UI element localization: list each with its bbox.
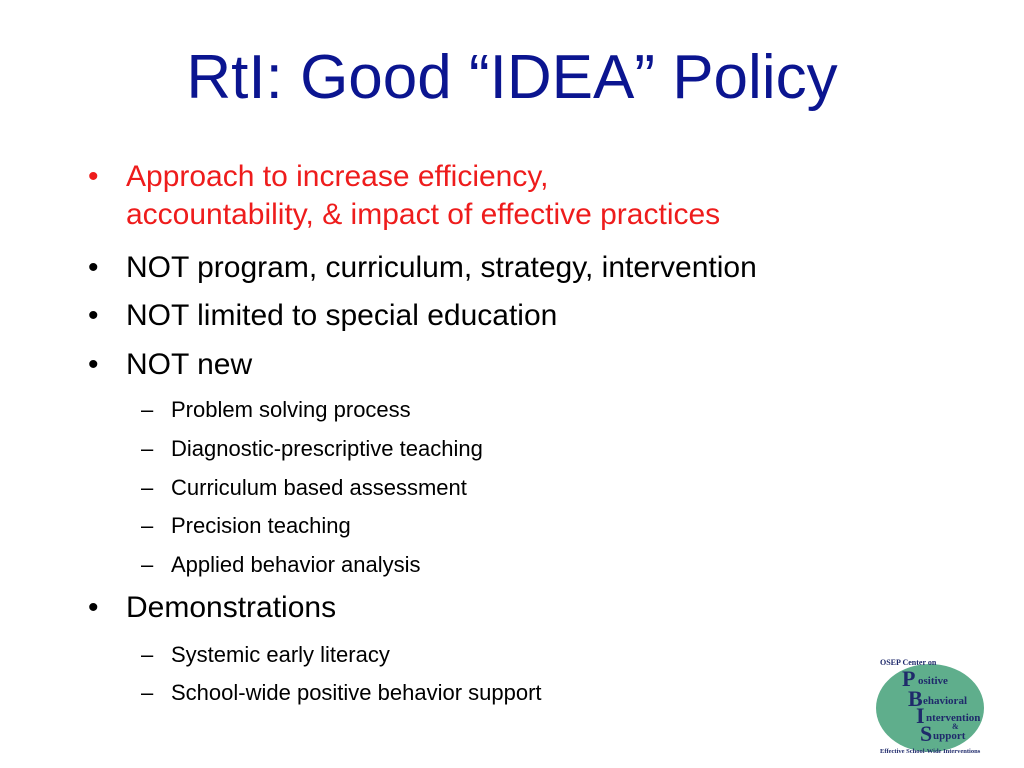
- dash-glyph: –: [141, 552, 154, 577]
- logo-word-behavioral: ehavioral: [923, 695, 967, 707]
- dash-glyph: –: [141, 680, 154, 705]
- sub-bullet-text: Systemic early literacy: [171, 642, 390, 667]
- logo-ampersand: &: [952, 722, 959, 731]
- sub-bullet-text: School-wide positive behavior support: [171, 680, 542, 705]
- logo-letter-s: S: [920, 721, 933, 746]
- bullet-glyph: •: [88, 348, 99, 381]
- dash-glyph: –: [141, 397, 154, 422]
- logo-letter-b: B: [908, 686, 923, 711]
- slide-title: RtI: Good “IDEA” Policy: [186, 43, 838, 112]
- bullet-approach: [88, 158, 948, 234]
- sub-bullet-text: Curriculum based assessment: [171, 475, 467, 500]
- bullet-approach-line2: accountability, & impact of effective practices: [126, 198, 721, 231]
- bullet-glyph: •: [88, 591, 99, 624]
- sub-bullet-text: Diagnostic-prescriptive teaching: [171, 436, 483, 461]
- logo-top-text: OSEP Center on: [880, 658, 937, 667]
- logo-word-support: upport: [933, 730, 966, 742]
- dash-glyph: –: [141, 513, 154, 538]
- sub-bullet-text: Problem solving process: [171, 397, 411, 422]
- logo-bottom-text: Effective School-Wide Interventions: [880, 748, 981, 755]
- bullet-demonstrations-text: Demonstrations: [126, 591, 337, 624]
- bullet-not-new-text: NOT new: [126, 348, 253, 381]
- logo-letter-i: I: [916, 703, 925, 728]
- dash-glyph: –: [141, 436, 154, 461]
- logo-letter-p: P: [902, 666, 916, 691]
- logo-word-positive: ositive: [918, 675, 948, 687]
- bullet-glyph: •: [88, 160, 99, 193]
- sub-bullet-text: Precision teaching: [171, 513, 351, 538]
- dash-glyph: –: [141, 642, 154, 667]
- logo-word-intervention: ntervention: [926, 712, 981, 724]
- bullet-not-program-text: NOT program, curriculum, strategy, intervention: [126, 251, 757, 284]
- bullet-approach-line1: Approach to increase efficiency,: [126, 160, 549, 193]
- dash-glyph: –: [141, 475, 154, 500]
- sub-bullet-text: Applied behavior analysis: [171, 552, 421, 577]
- bullet-glyph: •: [88, 251, 99, 284]
- bullet-not-limited-text: NOT limited to special education: [126, 299, 558, 332]
- pbis-logo: [868, 656, 1008, 756]
- bullet-glyph: •: [88, 299, 99, 332]
